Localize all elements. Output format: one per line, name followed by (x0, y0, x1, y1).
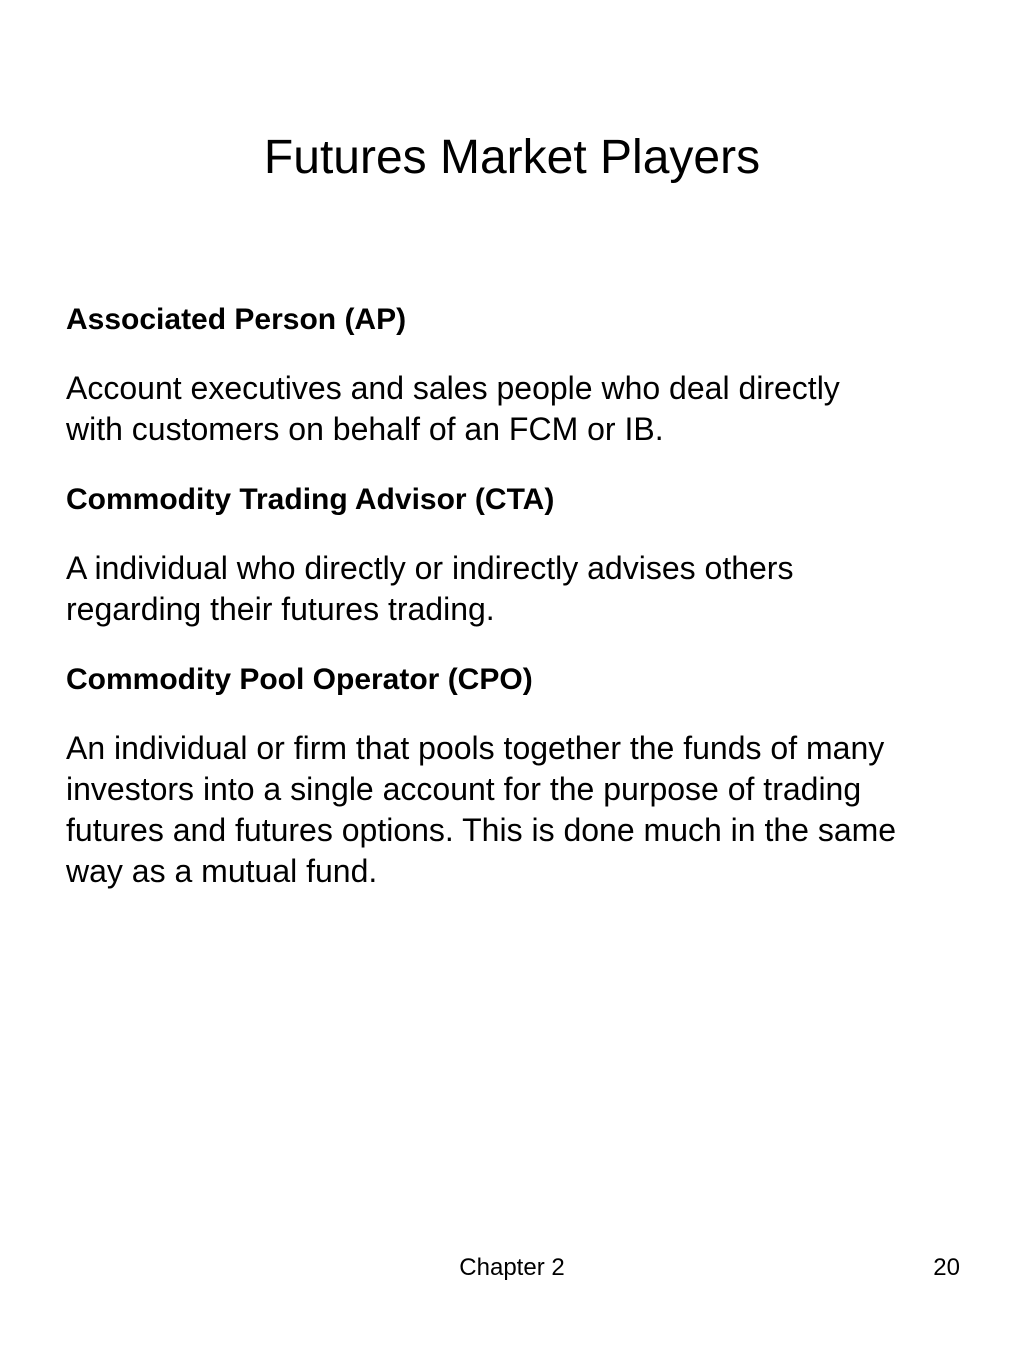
definition-line: with customers on behalf of an FCM or IB. (66, 411, 664, 447)
definition-line: A individual who directly or indirectly advises others (66, 550, 794, 586)
definition-line: An individual or firm that pools together the funds of many (66, 730, 885, 766)
definition-line: futures and futures options. This is done much in the same (66, 812, 897, 848)
term-associated-person: Associated Person (AP) (66, 303, 407, 336)
term-commodity-pool-operator: Commodity Pool Operator (CPO) (66, 663, 533, 696)
footer-page-number: 20 (933, 1254, 960, 1281)
definition-line: regarding their futures trading. (66, 591, 495, 627)
definition-associated-person (66, 368, 966, 450)
footer-chapter-label: Chapter 2 (459, 1254, 565, 1281)
definition-line: way as a mutual fund. (66, 853, 378, 889)
definition-commodity-trading-advisor (66, 548, 966, 630)
term-commodity-trading-advisor: Commodity Trading Advisor (CTA) (66, 483, 555, 516)
definition-commodity-pool-operator (66, 728, 966, 892)
slide-title: Futures Market Players (263, 131, 761, 184)
definition-line: Account executives and sales people who deal directly (66, 370, 840, 406)
definition-line: investors into a single account for the purpose of trading (66, 771, 862, 807)
